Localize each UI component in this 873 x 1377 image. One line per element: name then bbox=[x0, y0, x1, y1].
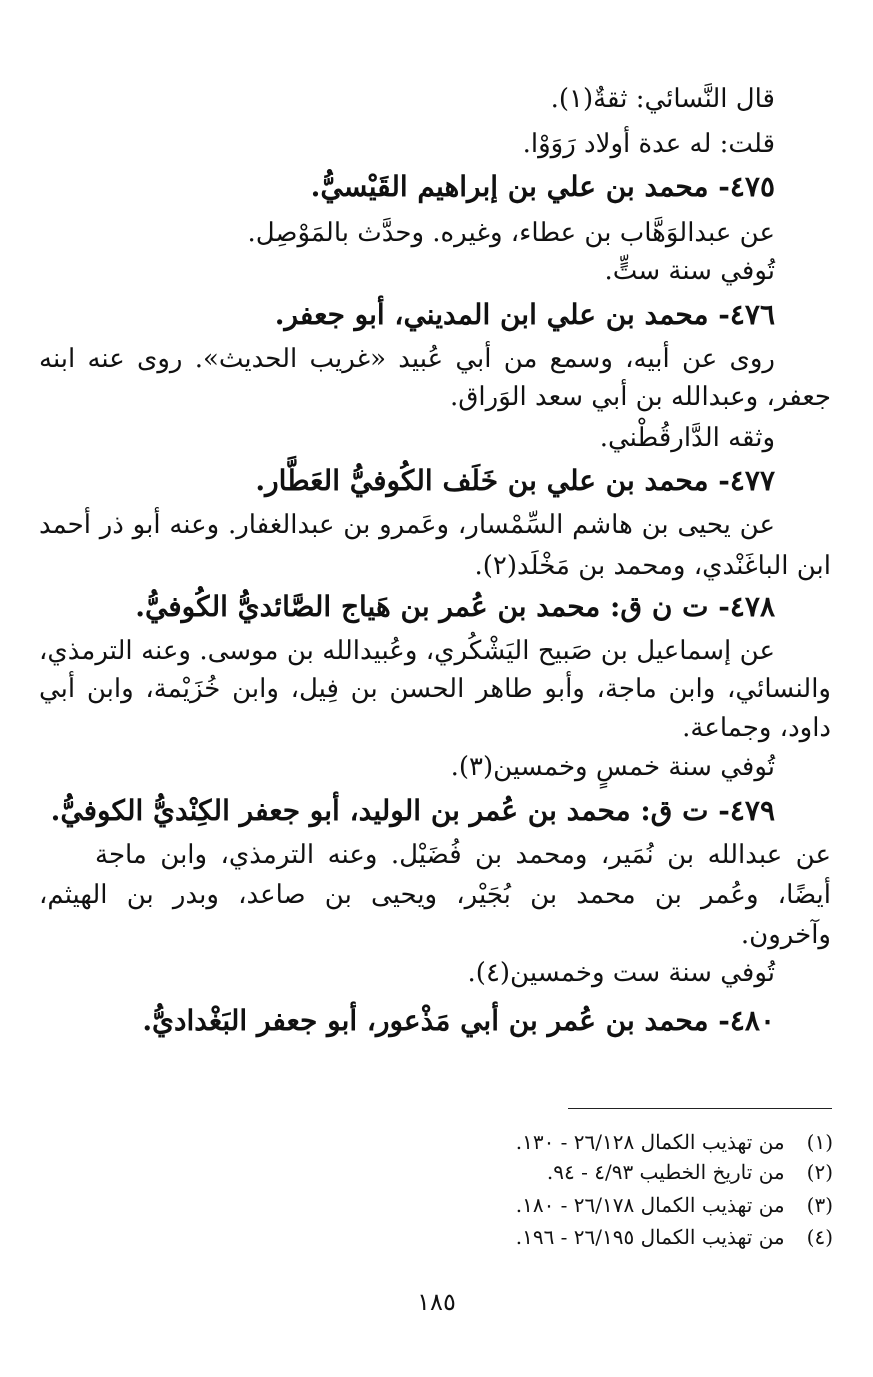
entry-heading-475: ٤٧٥- محمد بن علي بن إبراهيم القَيْسيُّ. bbox=[310, 170, 775, 203]
text-line: قال النَّسائي: ثقةٌ(١). bbox=[550, 84, 775, 114]
footnote-number: (٤) bbox=[806, 1225, 833, 1249]
entry-heading-479: ٤٧٩- ت ق: محمد بن عُمر بن الوليد، أبو جعفر الكِنْديُّ الكوفيُّ. bbox=[50, 794, 775, 827]
text-line: تُوفي سنة خمسٍ وخمسين(٣). bbox=[450, 752, 775, 782]
footnote bbox=[373, 1160, 833, 1184]
footnote-text: من تاريخ الخطيب ٤/٩٣ - ٩٤. bbox=[546, 1160, 785, 1184]
footnote-number: (١) bbox=[806, 1130, 833, 1154]
footnote-text: من تهذيب الكمال ٢٦/١٧٨ - ١٨٠. bbox=[515, 1193, 785, 1217]
footnote bbox=[373, 1225, 833, 1249]
footnote-number: (٢) bbox=[806, 1160, 833, 1184]
text-line: عن إسماعيل بن صَبيح اليَشْكُري، وعُبيدالله بن موسى. وعنه الترمذي، bbox=[39, 636, 775, 666]
footnote-separator bbox=[568, 1108, 832, 1109]
page-number: ١٨٥ bbox=[417, 1288, 456, 1316]
footnote-number: (٣) bbox=[806, 1193, 833, 1217]
text-line: أيضًا، وعُمر بن محمد بن بُجَيْر، ويحيى بن صاعد، وبدر بن الهيثم، bbox=[39, 880, 832, 910]
entry-heading-480: ٤٨٠- محمد بن عُمر بن أبي مَذْعور، أبو جعفر البَغْداديُّ. bbox=[142, 1004, 775, 1037]
text-line: وآخرون. bbox=[740, 920, 831, 950]
text-line: عن يحيى بن هاشم السِّمْسار، وعَمرو بن عبدالغفار. وعنه أبو ذر أحمد bbox=[39, 510, 775, 540]
footnote bbox=[373, 1193, 833, 1217]
text-line: والنسائي، وابن ماجة، وأبو طاهر الحسن بن فِيل، وابن خُزَيْمة، وابن أبي bbox=[39, 674, 831, 704]
text-line: داود، وجماعة. bbox=[682, 713, 831, 743]
text-line: تُوفي سنة ستٍّ. bbox=[604, 256, 775, 286]
entry-heading-476: ٤٧٦- محمد بن علي ابن المديني، أبو جعفر. bbox=[274, 298, 775, 331]
text-line: وثقه الدَّارقُطْني. bbox=[599, 423, 775, 453]
footnote-text: من تهذيب الكمال ٢٦/١٩٥ - ١٩٦. bbox=[515, 1225, 785, 1249]
footnote-text: من تهذيب الكمال ٢٦/١٢٨ - ١٣٠. bbox=[515, 1130, 785, 1154]
text-line: روى عن أبيه، وسمع من أبي عُبيد «غريب الحديث». روى عنه ابنه bbox=[39, 344, 775, 374]
footnote bbox=[373, 1130, 833, 1154]
text-line: تُوفي سنة ست وخمسين(٤). bbox=[467, 958, 775, 988]
entry-heading-477: ٤٧٧- محمد بن علي بن خَلَف الكُوفيُّ العَطَّار. bbox=[255, 464, 775, 497]
entry-heading-478: ٤٧٨- ت ن ق: محمد بن عُمر بن هَياج الصَّائديُّ الكُوفيُّ. bbox=[135, 590, 775, 623]
text-line: قلت: له عدة أولاد رَوَوْا. bbox=[522, 129, 775, 159]
text-line: عن عبدالوَهَّاب بن عطاء، وغيره. وحدَّث بالمَوْصِل. bbox=[247, 218, 775, 248]
text-line: عن عبدالله بن نُمَير، ومحمد بن فُضَيْل. وعنه الترمذي، وابن ماجة bbox=[95, 840, 831, 870]
text-line: ابن الباغَنْدي، ومحمد بن مَخْلَد(٢). bbox=[474, 551, 831, 581]
text-line: جعفر، وعبدالله بن أبي سعد الوَراق. bbox=[449, 382, 831, 412]
